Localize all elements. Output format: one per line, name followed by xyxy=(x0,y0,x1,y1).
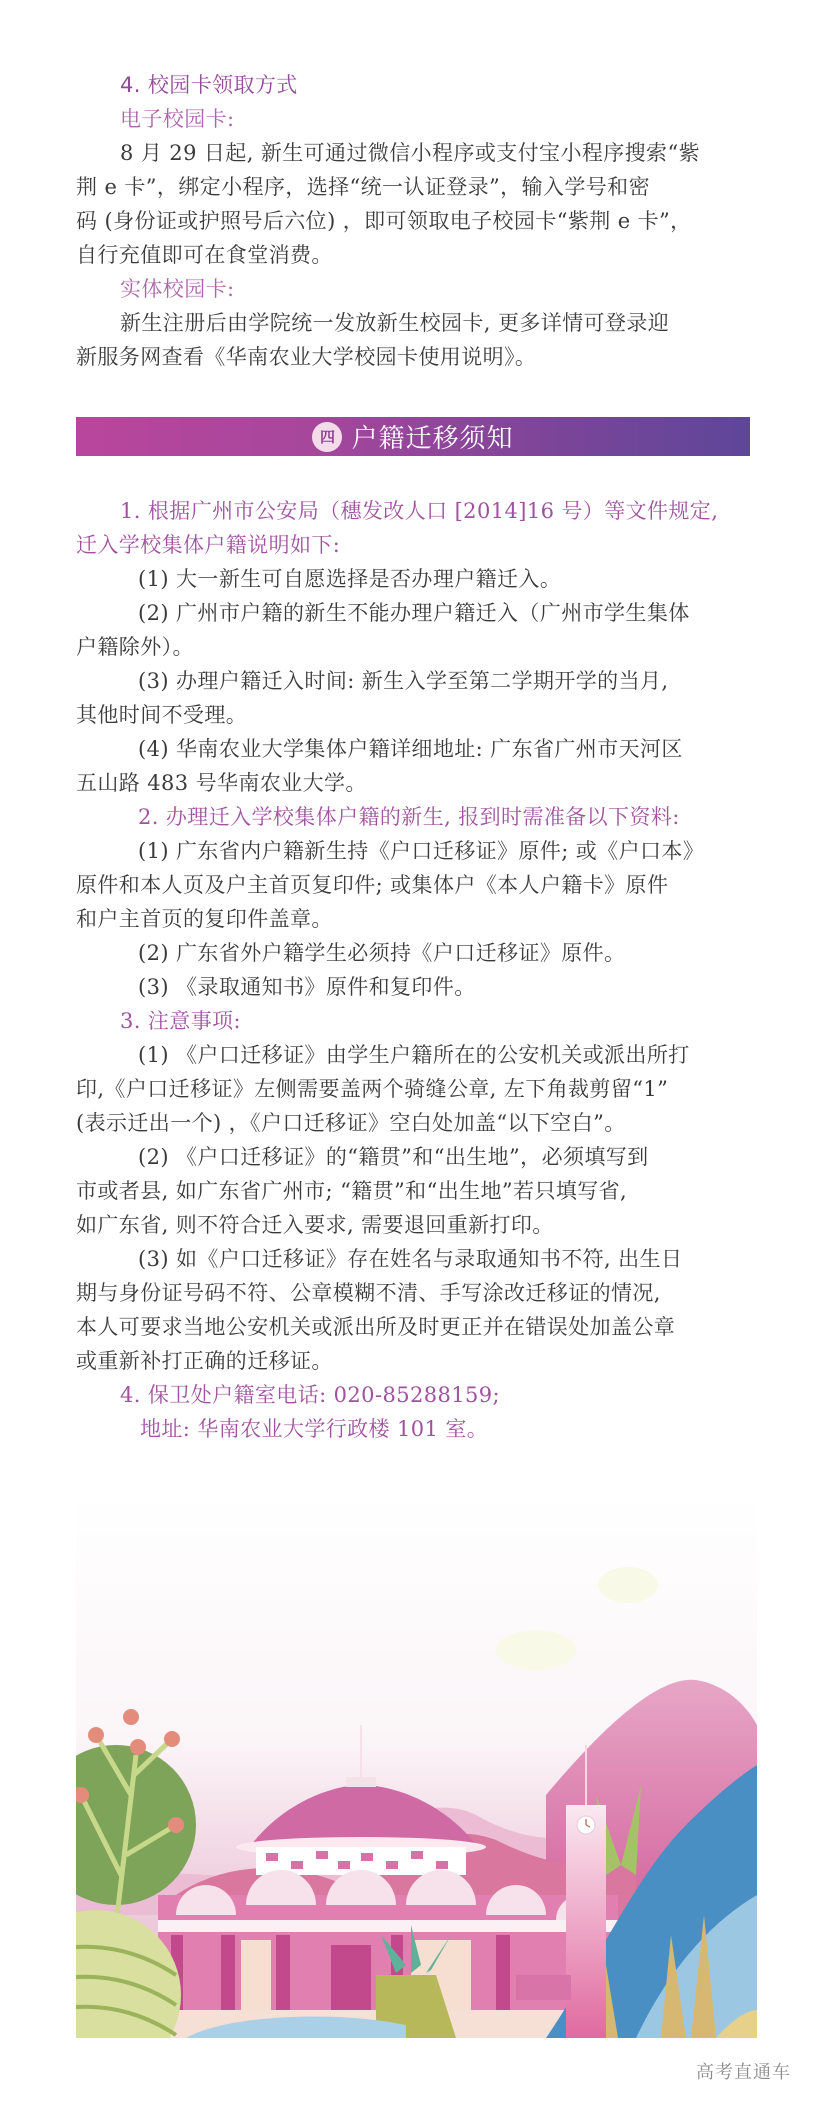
ecard-label: 电子校园卡: xyxy=(120,107,235,131)
list-item: 五山路 483 号华南农业大学。 xyxy=(76,771,367,795)
hukou-rule-heading: 1. 根据广州市公安局（穗发改人口 [2014]16 号）等文件规定, xyxy=(120,499,719,523)
list-item: (3) 如《户口迁移证》存在姓名与录取通知书不符, 出生日 xyxy=(138,1247,683,1271)
list-item: (3) 《录取通知书》原件和复印件。 xyxy=(138,975,476,999)
physical-card-text-line: 新服务网查看《华南农业大学校园卡使用说明》。 xyxy=(76,345,537,369)
list-item: (1) 《户口迁移证》由学生户籍所在的公安机关或派出所打 xyxy=(138,1043,690,1067)
list-item: 户籍除外）。 xyxy=(76,635,194,659)
campus-card-heading: 4. 校园卡领取方式 xyxy=(120,73,298,97)
section-title: 户籍迁移须知 xyxy=(351,424,514,454)
list-item: (1) 广东省内户籍新生持《户口迁移证》原件; 或《户口本》 xyxy=(138,839,705,863)
hukou-rule-heading: 迁入学校集体户籍说明如下: xyxy=(76,533,341,557)
list-item: 印,《户口迁移证》左侧需要盖两个骑缝公章, 左下角裁剪留“1” xyxy=(76,1077,669,1101)
list-item: (4) 华南农业大学集体户籍详细地址: 广东省广州市天河区 xyxy=(138,737,683,761)
list-item: 原件和本人页及户主首页复印件; 或集体户《本人户籍卡》原件 xyxy=(76,873,669,897)
section-banner xyxy=(76,417,750,456)
materials-heading: 2. 办理迁入学校集体户籍的新生, 报到时需准备以下资料: xyxy=(138,805,680,829)
contact-address: 地址: 华南农业大学行政楼 101 室。 xyxy=(140,1417,489,1441)
ecard-text-line: 8 月 29 日起, 新生可通过微信小程序或支付宝小程序搜索“紫 xyxy=(120,141,700,165)
ecard-text-line: 荆 e 卡”，绑定小程序，选择“统一认证登录”，输入学号和密 xyxy=(76,175,650,199)
list-item: (2) 广州市户籍的新生不能办理户籍迁入（广州市学生集体 xyxy=(138,601,690,625)
physical-card-label: 实体校园卡: xyxy=(120,277,235,301)
contact-phone: 4. 保卫处户籍室电话: 020-85288159; xyxy=(120,1383,501,1407)
physical-card-text-line: 新生注册后由学院统一发放新生校园卡, 更多详情可登录迎 xyxy=(120,311,670,335)
list-item: (2) 《户口迁移证》的“籍贯”和“出生地”，必须填写到 xyxy=(138,1145,649,1169)
list-item: 期与身份证号码不符、公章模糊不清、手写涂改迁移证的情况, xyxy=(76,1281,661,1305)
list-item: (1) 大一新生可自愿选择是否办理户籍迁入。 xyxy=(138,567,562,591)
list-item: (表示迁出一个) ，《户口迁移证》空白处加盖“以下空白”。 xyxy=(76,1111,626,1135)
list-item: 或重新补打正确的迁移证。 xyxy=(76,1349,333,1373)
list-item: 和户主首页的复印件盖章。 xyxy=(76,907,333,931)
list-item: 其他时间不受理。 xyxy=(76,703,248,727)
list-item: 市或者县, 如广东省广州市; “籍贯”和“出生地”若只填写省, xyxy=(76,1179,628,1203)
list-item: 本人可要求当地公安机关或派出所及时更正并在错误处加盖公章 xyxy=(76,1315,676,1339)
list-item: 如广东省, 则不符合迁入要求, 需要退回重新打印。 xyxy=(76,1213,554,1237)
campus-building-illustration xyxy=(76,1495,757,2038)
section-number-badge: 四 xyxy=(312,422,342,452)
list-item: (3) 办理户籍迁入时间: 新生入学至第二学期开学的当月, xyxy=(138,669,669,693)
notes-heading: 3. 注意事项: xyxy=(120,1009,241,1033)
list-item: (2) 广东省外户籍学生必须持《户口迁移证》原件。 xyxy=(138,941,626,965)
ecard-text-line: 自行充值即可在食堂消费。 xyxy=(76,243,333,267)
watermark-text: 高考直通车 xyxy=(696,2062,791,2083)
ecard-text-line: 码 (身份证或护照号后六位) ，即可领取电子校园卡“紫荆 e 卡”， xyxy=(76,209,692,233)
